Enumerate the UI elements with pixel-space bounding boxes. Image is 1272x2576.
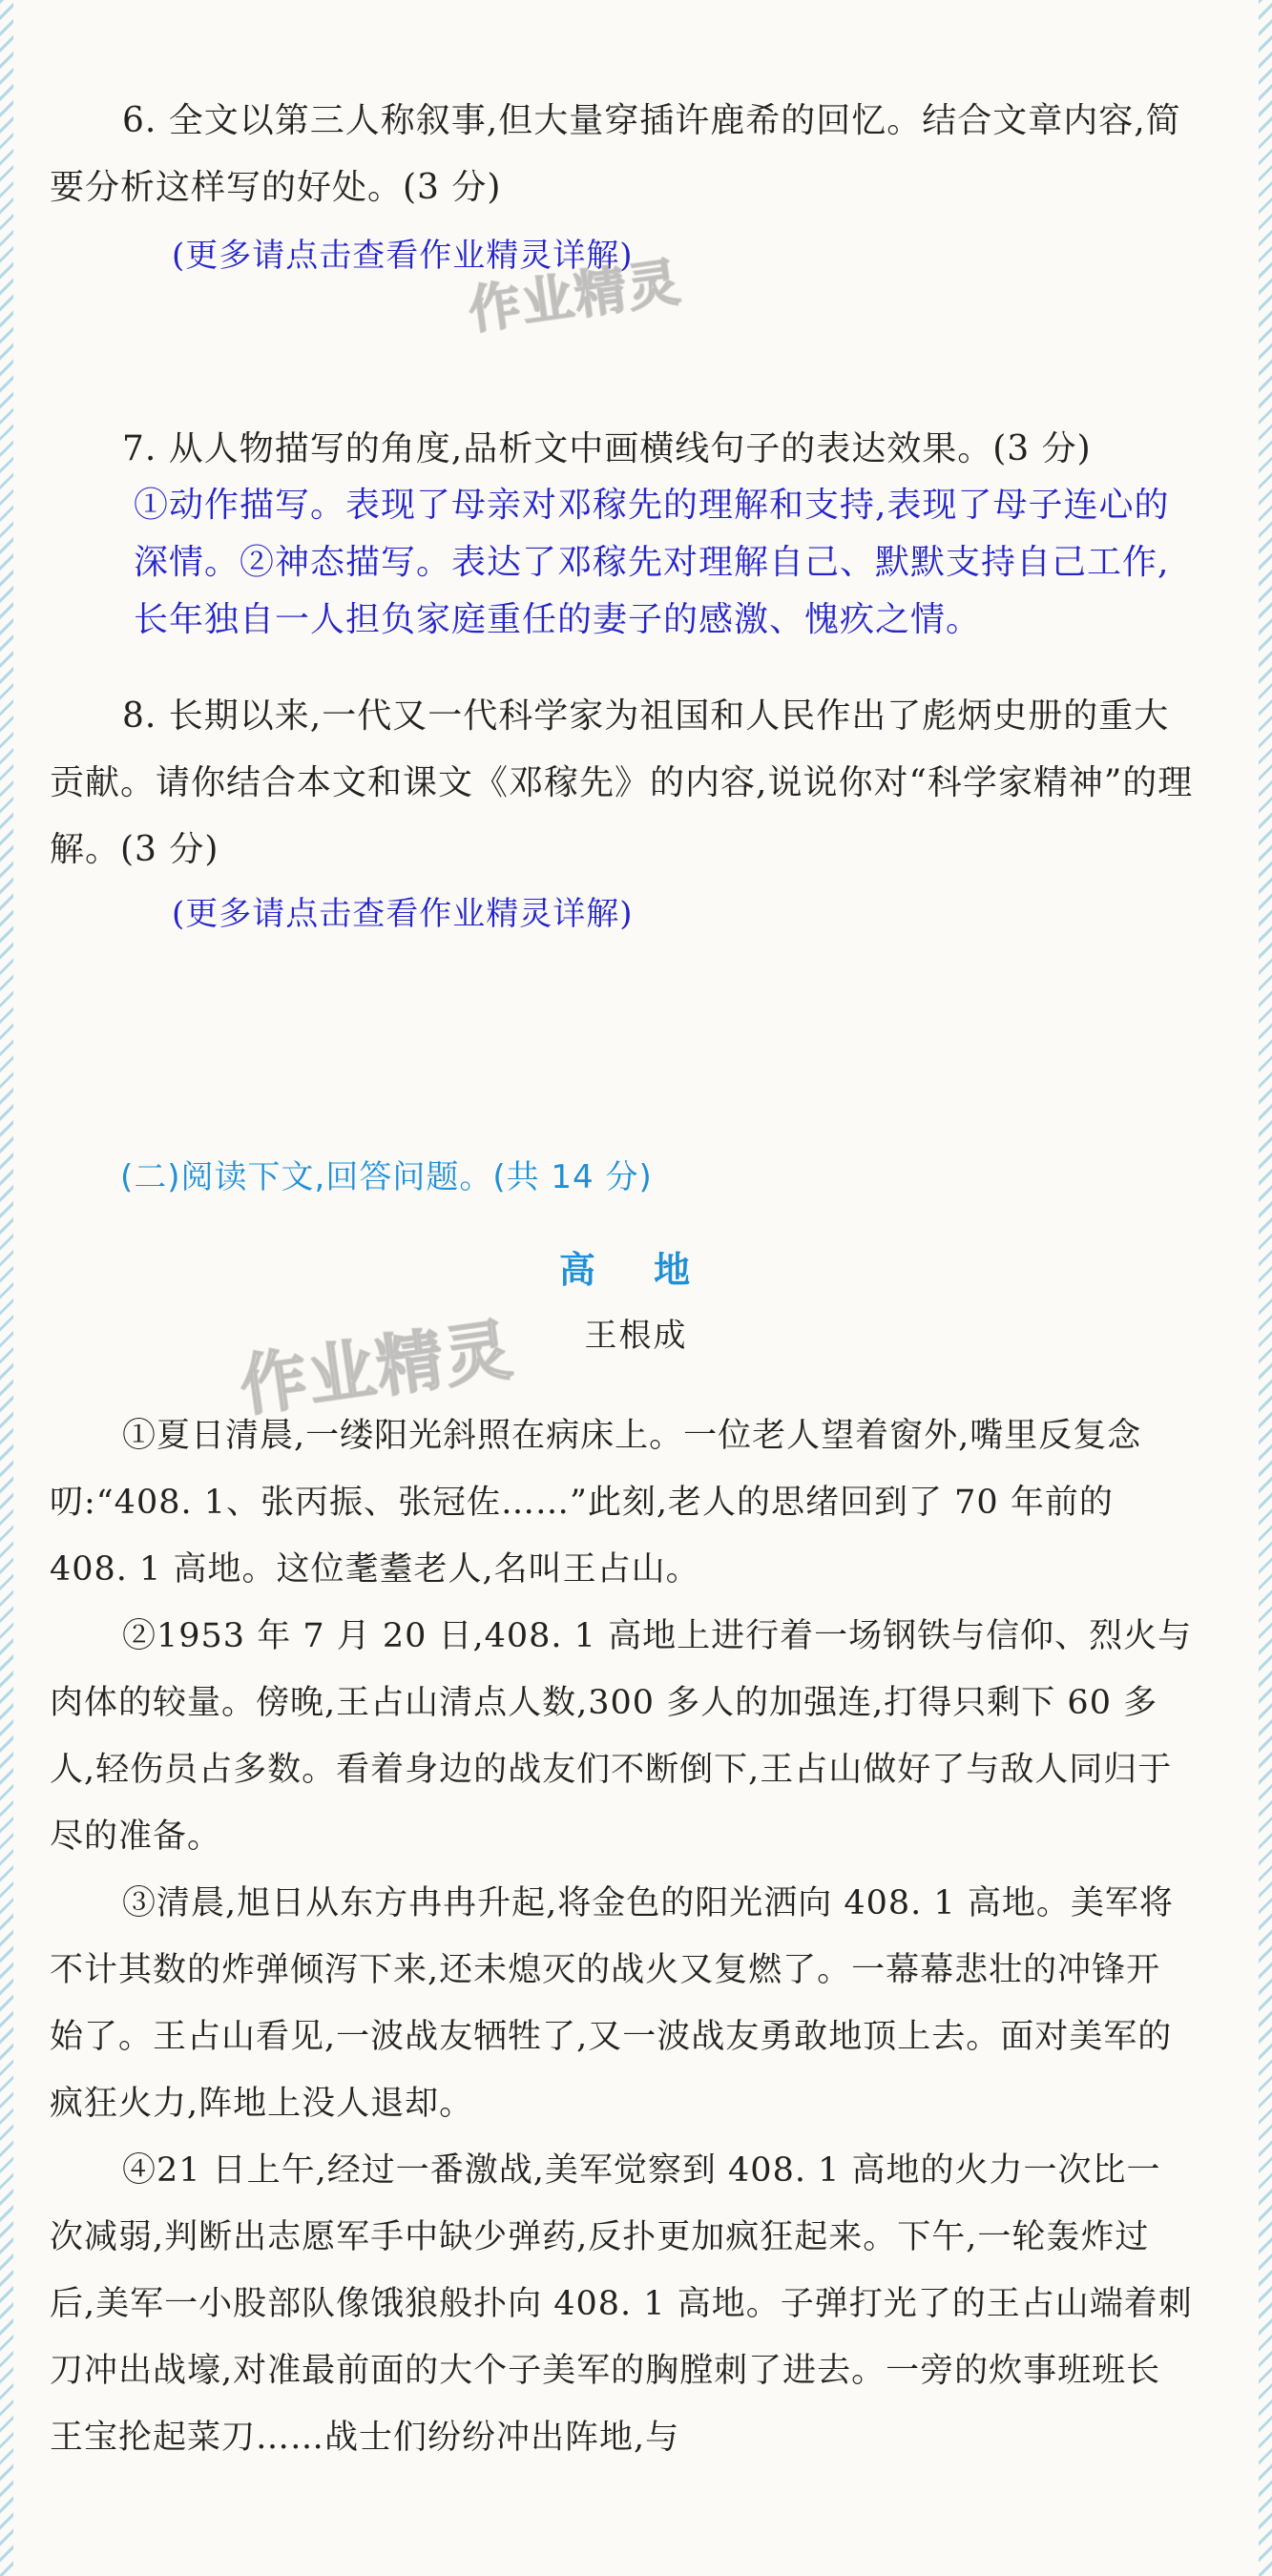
answer-7: ①动作描写。表现了母亲对邓稼先的理解和支持,表现了母子连心的深情。②神态描写。表达了邓稼先对理解自己、默默支持自己工作,长年独自一人担负家庭重任的妻子的感激、愧疚之情。 — [134, 486, 1170, 639]
more-details-link-q8[interactable]: (更多请点击查看作业精灵详解) — [172, 895, 634, 933]
article-paragraph-1: ①夏日清晨,一缕阳光斜照在病床上。一位老人望着窗外,嘴里反复念叨:“408. 1、张丙振、张冠佐……”此刻,老人的思绪回到了 70 年前的 408. 1 高地。这位耄耋老人,名叫王占山。 — [50, 1417, 1142, 1589]
question-8: 8. 长期以来,一代又一代科学家为祖国和人民作出了彪炳史册的重大贡献。请你结合本文和课文《邓稼先》的内容,说说你对“科学家精神”的理解。(3 分) — [50, 696, 1194, 869]
question-7: 7. 从人物描写的角度,品析文中画横线句子的表达效果。(3 分) — [122, 429, 1092, 468]
article-title: 高 地 — [558, 1249, 714, 1291]
article-paragraph-4: ④21 日上午,经过一番激战,美军觉察到 408. 1 高地的火力一次比一次减弱,判断出志愿军手中缺少弹药,反扑更加疯狂起来。下午,一轮轰炸过后,美军一小股部队像饿狼般扑向 408. 1 高地。子弹打光了的王占山端着刺刀冲出战壕,对准最前面的大个子美军的胸膛刺了进去。一旁的炊事班班长王宝抡起菜刀……战士们纷纷冲出阵地,与 — [50, 2151, 1193, 2457]
section-heading: (二)阅读下文,回答问题。(共 14 分) — [120, 1158, 653, 1196]
article-paragraph-3: ③清晨,旭日从东方冉冉升起,将金色的阳光洒向 408. 1 高地。美军将不计其数的炸弹倾泻下来,还未熄灭的战火又复燃了。一幕幕悲壮的冲锋开始了。王占山看见,一波战友牺牲了,又一波战友勇敢地顶上去。面对美军的疯狂火力,阵地上没人退却。 — [50, 1884, 1174, 2123]
article-paragraph-2: ②1953 年 7 月 20 日,408. 1 高地上进行着一场钢铁与信仰、烈火与肉体的较量。傍晚,王占山清点人数,300 多人的加强连,打得只剩下 60 多人,轻伤员占多数。看着身边的战友们不断倒下,王占山做好了与敌人同归于尽的准备。 — [50, 1617, 1193, 1856]
more-details-link-q6[interactable]: (更多请点击查看作业精灵详解) — [172, 237, 634, 275]
question-6: 6. 全文以第三人称叙事,但大量穿插许鹿希的回忆。结合文章内容,简要分析这样写的好处。(3 分) — [50, 101, 1181, 207]
article-author: 王根成 — [584, 1317, 688, 1355]
watermark-logo: 作业精灵 — [465, 251, 685, 342]
watermark-logo-large: 作业精灵 — [235, 1310, 519, 1426]
